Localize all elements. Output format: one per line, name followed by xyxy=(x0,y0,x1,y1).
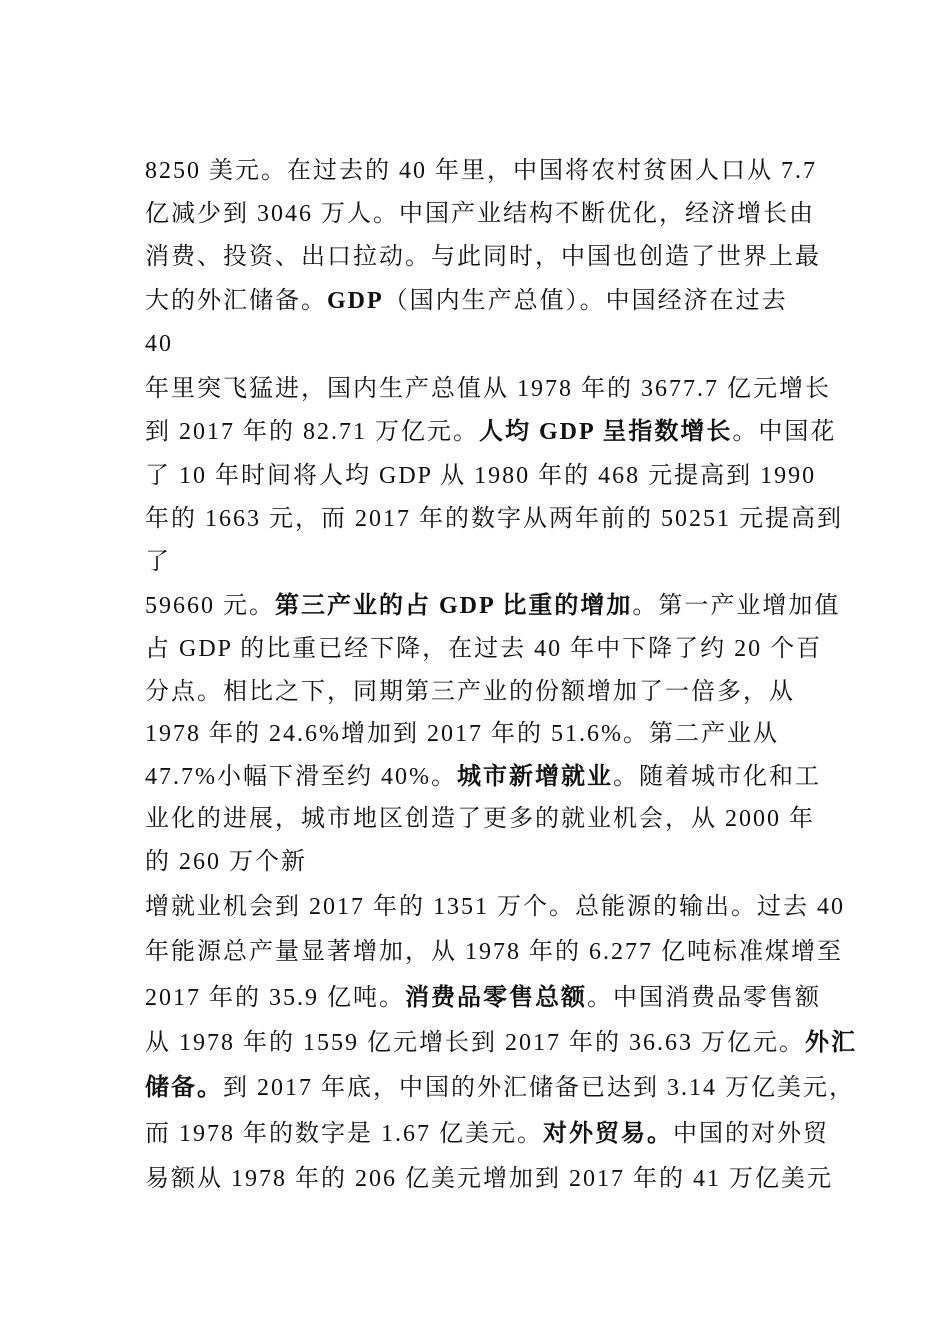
text-line xyxy=(145,719,779,749)
text-run: 而 1978 年的数字是 1.67 亿美元。 xyxy=(145,1121,543,1147)
text-run: 年能源总产量显著增加，从 1978 年的 6.277 亿吨标准煤增至 xyxy=(145,939,843,965)
text-line xyxy=(145,937,843,967)
text-run: 8250 美元。在过去的 40 年里，中国将农村贫困人口从 7.7 xyxy=(145,158,817,184)
text-line xyxy=(145,329,173,359)
text-run: 年的 1663 元，而 2017 年的数字从两年前的 50251 元提高到 xyxy=(145,506,843,532)
text-line xyxy=(145,1073,855,1103)
text-run: 。中国消费品零售额 xyxy=(587,985,821,1011)
text-line xyxy=(145,417,836,447)
text-line xyxy=(145,156,817,186)
text-line xyxy=(145,1164,833,1194)
bold-text-run: 对外贸易。 xyxy=(543,1121,673,1147)
text-run: 59660 元。 xyxy=(145,593,275,619)
text-line xyxy=(145,677,795,707)
text-run: 到 2017 年底，中国的外汇储备已达到 3.14 万亿美元， xyxy=(223,1075,855,1101)
bold-text-run: 城市新增就业 xyxy=(456,764,613,790)
text-line xyxy=(145,286,788,316)
text-line xyxy=(145,461,816,491)
text-run: 到 2017 年的 82.71 万亿元。 xyxy=(145,419,479,445)
text-line xyxy=(145,591,840,621)
text-run: 年里突飞猛进，国内生产总值从 1978 年的 3677.7 亿元增长 xyxy=(145,376,831,402)
text-line xyxy=(145,1028,857,1058)
text-line xyxy=(145,504,843,534)
text-run: 。第一产业增加值 xyxy=(632,593,841,619)
text-line xyxy=(145,1119,829,1149)
text-run: 了 xyxy=(145,549,171,575)
text-run: 消费、投资、出口拉动。与此同时，中国也创造了世界上最 xyxy=(145,244,821,270)
text-run: 分点。相比之下，同期第三产业的份额增加了一倍多，从 xyxy=(145,679,795,705)
text-run: 占 GDP 的比重已经下降，在过去 40 年中下降了约 20 个百 xyxy=(145,636,823,662)
text-run: 中国的对外贸 xyxy=(673,1121,829,1147)
text-line xyxy=(145,892,845,922)
bold-text-run: 消费品零售总额 xyxy=(405,985,587,1011)
text-run: 大的外汇储备。 xyxy=(145,288,327,314)
bold-text-run: 储备。 xyxy=(145,1075,223,1101)
text-line xyxy=(145,547,171,577)
text-run: 。中国花 xyxy=(732,419,837,445)
bold-text-run: 外汇 xyxy=(805,1030,857,1056)
text-line xyxy=(145,983,821,1013)
text-run: 业化的进展，城市地区创造了更多的就业机会，从 2000 年 xyxy=(145,806,815,832)
text-run: 了 10 年时间将人均 GDP 从 1980 年的 468 元提高到 1990 xyxy=(145,463,817,489)
text-line xyxy=(145,762,821,792)
text-line xyxy=(145,374,831,404)
text-run: （国内生产总值）。中国经济在过去 xyxy=(383,288,788,314)
text-run: 40 xyxy=(145,331,173,357)
bold-text-run: GDP xyxy=(327,288,384,314)
text-run: 从 1978 年的 1559 亿元增长到 2017 年的 36.63 万亿元。 xyxy=(145,1030,805,1056)
text-run: 。随着城市化和工 xyxy=(612,764,821,790)
text-line xyxy=(145,847,307,877)
text-line xyxy=(145,242,821,272)
text-run: 增就业机会到 2017 年的 1351 万个。总能源的输出。过去 40 xyxy=(145,894,845,920)
text-line xyxy=(145,634,822,664)
text-run: 1978 年的 24.6%增加到 2017 年的 51.6%。第二产业从 xyxy=(145,721,779,747)
text-run: 易额从 1978 年的 206 亿美元增加到 2017 年的 41 万亿美元 xyxy=(145,1166,833,1192)
text-line xyxy=(145,804,815,834)
bold-text-run: 第三产业的占 GDP 比重的增加 xyxy=(275,593,633,619)
text-run: 47.7%小幅下滑至约 40%。 xyxy=(145,764,457,790)
text-run: 的 260 万个新 xyxy=(145,849,307,875)
text-run: 亿减少到 3046 万人。中国产业结构不断优化，经济增长由 xyxy=(145,201,815,227)
text-run: 2017 年的 35.9 亿吨。 xyxy=(145,985,405,1011)
bold-text-run: 人均 GDP 呈指数增长 xyxy=(479,419,733,445)
text-line xyxy=(145,199,815,229)
